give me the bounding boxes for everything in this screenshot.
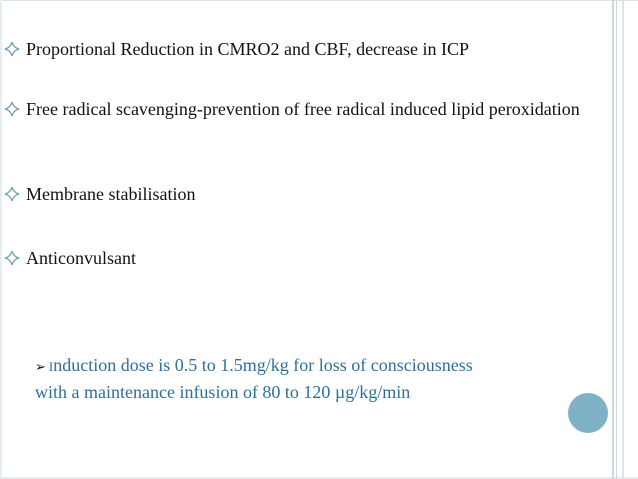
bullet-text: Free radical scavenging-prevention of free radical induced lipid peroxidation [26, 99, 580, 119]
slide-frame-left [0, 0, 2, 479]
decorative-circle [568, 393, 608, 433]
slide-frame-right-line [612, 0, 614, 479]
slide-frame-right-line [622, 0, 624, 479]
slide-frame-right-line [616, 0, 617, 479]
bullet-text: Anticonvulsant [26, 248, 136, 268]
bullet-text: Proportional Reduction in CMRO2 and CBF, decrease in ICP [26, 39, 470, 59]
bullet-item [4, 97, 594, 149]
bullet-item [4, 182, 594, 208]
bullet-item [4, 246, 594, 272]
arrow-bullet-icon: ➢ [35, 360, 46, 375]
hollow-diamond-bullet-icon [4, 101, 20, 117]
sub-point [35, 353, 495, 405]
sub-point-text: nduction dose is 0.5 to 1.5mg/kg for loss of consciousness with a maintenance infusion of 80 to 120 µg/kg/min [35, 355, 473, 402]
bullet-item [4, 37, 594, 63]
slide-frame-top [0, 0, 638, 1]
hollow-diamond-bullet-icon [4, 250, 20, 266]
hollow-diamond-bullet-icon [4, 41, 20, 57]
hollow-diamond-bullet-icon [4, 186, 20, 202]
bullet-text: Membrane stabilisation [26, 184, 196, 204]
sub-point-lead: I [48, 359, 54, 374]
